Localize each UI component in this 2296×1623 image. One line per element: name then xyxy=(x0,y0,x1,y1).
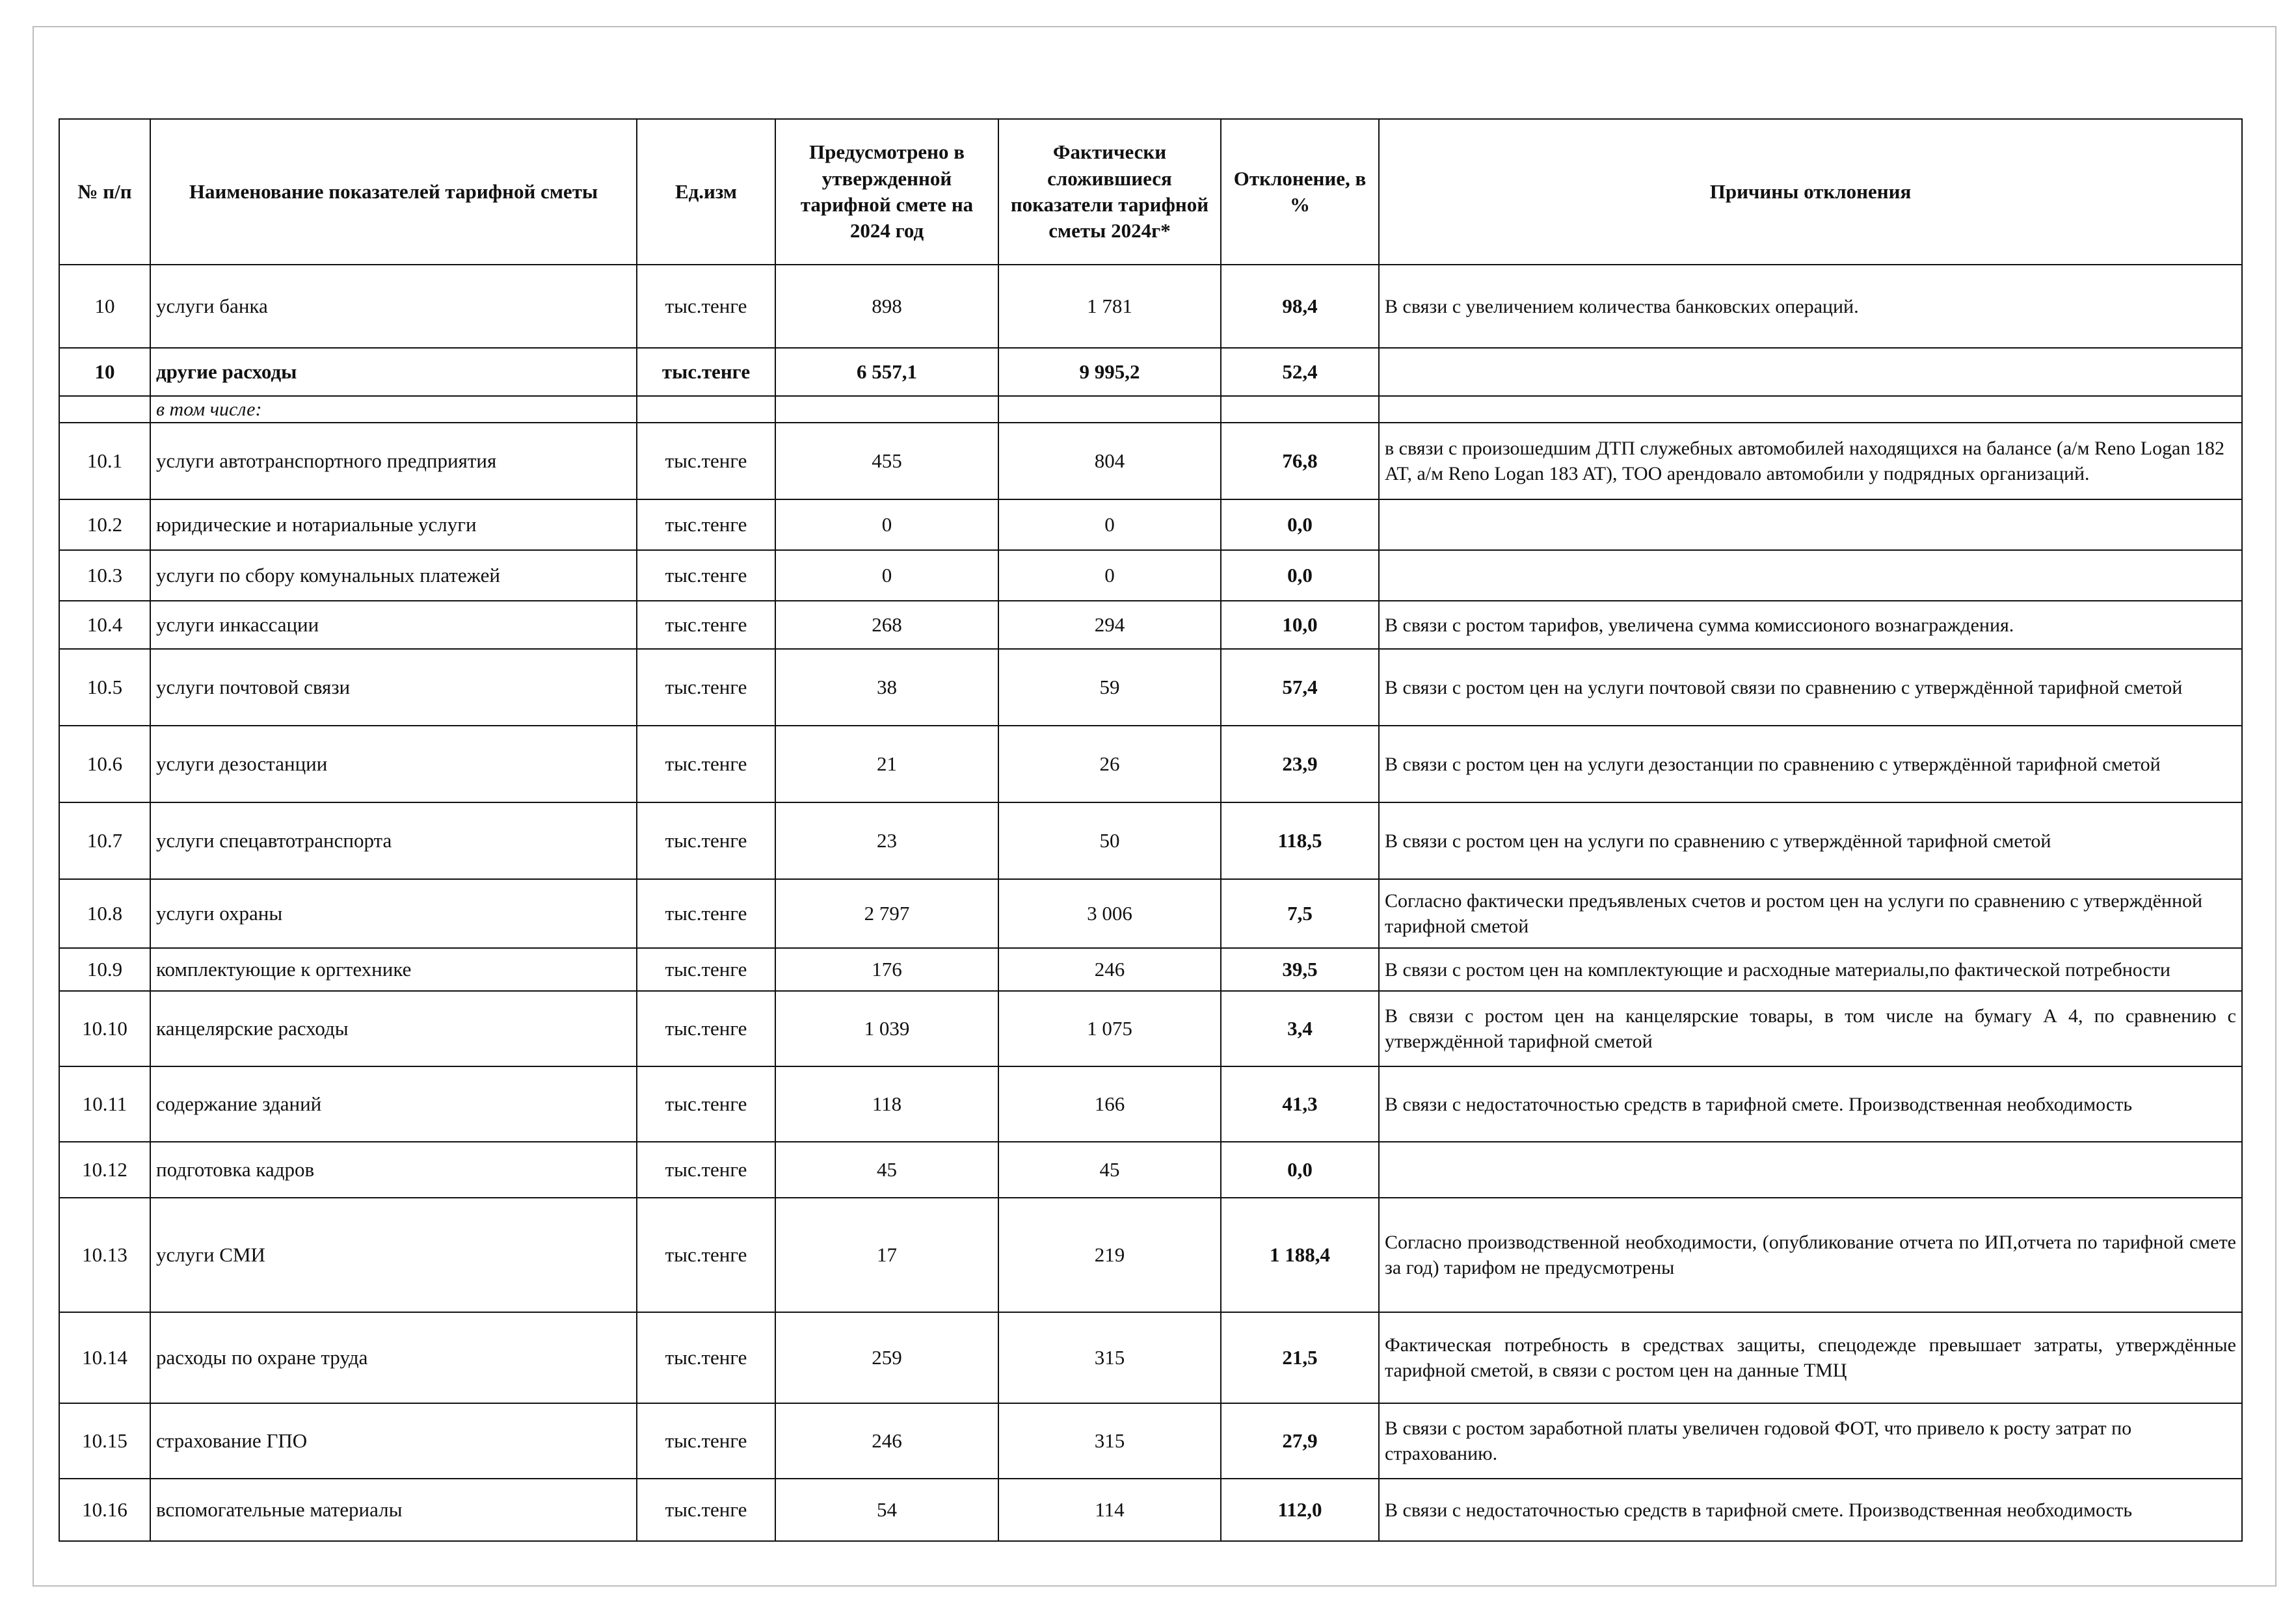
cell-name: вспомогательные материалы xyxy=(150,1479,637,1541)
table-row xyxy=(59,499,2242,550)
cell-num: 10.8 xyxy=(59,879,150,948)
cell-deviation: 7,5 xyxy=(1221,879,1379,948)
cell-num: 10.3 xyxy=(59,550,150,601)
cell-unit: тыс.тенге xyxy=(637,423,775,499)
cell-num: 10.5 xyxy=(59,649,150,726)
table-row xyxy=(59,1403,2242,1479)
header-name: Наименование показателей тарифной сметы xyxy=(150,119,637,265)
cell-reason xyxy=(1379,499,2242,550)
cell-actual: 166 xyxy=(998,1066,1221,1142)
cell-actual: 246 xyxy=(998,948,1221,991)
cell-num: 10.11 xyxy=(59,1066,150,1142)
cell-actual: 114 xyxy=(998,1479,1221,1541)
cell-deviation: 23,9 xyxy=(1221,726,1379,802)
cell-unit: тыс.тенге xyxy=(637,1403,775,1479)
header-actual: Фактически сложившиеся показатели тарифной сметы 2024г* xyxy=(998,119,1221,265)
table-row xyxy=(59,550,2242,601)
cell-num: 10.10 xyxy=(59,991,150,1066)
cell-reason: Согласно производственной необходимости, (опубликование отчета по ИП,отчета по тарифной смете за год) тарифом не предусмотрены xyxy=(1379,1198,2242,1312)
header-unit: Ед.изм xyxy=(637,119,775,265)
cell-planned: 54 xyxy=(775,1479,998,1541)
cell-empty xyxy=(59,396,150,423)
cell-planned: 1 039 xyxy=(775,991,998,1066)
cell-planned: 268 xyxy=(775,601,998,649)
cell-name: услуги дезостанции xyxy=(150,726,637,802)
cell-planned: 45 xyxy=(775,1142,998,1198)
cell-actual: 26 xyxy=(998,726,1221,802)
cell-name: услуги почтовой связи xyxy=(150,649,637,726)
cell-deviation: 39,5 xyxy=(1221,948,1379,991)
header-row xyxy=(59,119,2242,265)
cell-reason: в связи с произошедшим ДТП служебных автомобилей находящихся на балансе (а/м Reno Logan 182 AT, а/м Reno Logan 183 AT), ТОО арендовало автомобили у подрядных организаций. xyxy=(1379,423,2242,499)
table-row xyxy=(59,879,2242,948)
cell-name: расходы по охране труда xyxy=(150,1312,637,1403)
cell-actual: 315 xyxy=(998,1312,1221,1403)
cell-unit: тыс.тенге xyxy=(637,991,775,1066)
cell-reason: В связи с ростом цен на услуги по сравнению с утверждённой тарифной сметой xyxy=(1379,802,2242,879)
cell-num: 10.4 xyxy=(59,601,150,649)
cell-unit: тыс.тенге xyxy=(637,1479,775,1541)
cell-num: 10.2 xyxy=(59,499,150,550)
cell-actual: 59 xyxy=(998,649,1221,726)
cell-deviation: 21,5 xyxy=(1221,1312,1379,1403)
cell-deviation: 52,4 xyxy=(1221,348,1379,396)
table-row xyxy=(59,1312,2242,1403)
cell-planned: 259 xyxy=(775,1312,998,1403)
cell-planned: 118 xyxy=(775,1066,998,1142)
cell-unit: тыс.тенге xyxy=(637,1066,775,1142)
table-row xyxy=(59,726,2242,802)
cell-reason: В связи с ростом цен на канцелярские товары, в том числе на бумагу А 4, по сравнению с утверждённой тарифной сметой xyxy=(1379,991,2242,1066)
cell-unit: тыс.тенге xyxy=(637,601,775,649)
cell-empty xyxy=(1379,396,2242,423)
cell-deviation: 57,4 xyxy=(1221,649,1379,726)
cell-planned: 2 797 xyxy=(775,879,998,948)
cell-reason: Фактическая потребность в средствах защиты, спецодежде превышает затраты, утверждённые тарифной сметой, в связи с ростом цен на данные ТМЦ xyxy=(1379,1312,2242,1403)
cell-name: услуги СМИ xyxy=(150,1198,637,1312)
cell-actual: 0 xyxy=(998,550,1221,601)
cell-deviation: 41,3 xyxy=(1221,1066,1379,1142)
cell-actual: 50 xyxy=(998,802,1221,879)
cell-name: канцелярские расходы xyxy=(150,991,637,1066)
cell-name: услуги охраны xyxy=(150,879,637,948)
tariff-estimate-table xyxy=(59,118,2243,1542)
cell-actual: 294 xyxy=(998,601,1221,649)
cell-num: 10.15 xyxy=(59,1403,150,1479)
cell-actual: 45 xyxy=(998,1142,1221,1198)
cell-reason: В связи с ростом заработной платы увеличен годовой ФОТ, что привело к росту затрат по страхованию. xyxy=(1379,1403,2242,1479)
cell-deviation: 98,4 xyxy=(1221,265,1379,348)
cell-name: услуги по сбору комунальных платежей xyxy=(150,550,637,601)
cell-planned: 0 xyxy=(775,499,998,550)
cell-empty xyxy=(637,396,775,423)
cell-name: услуги автотранспортного предприятия xyxy=(150,423,637,499)
cell-planned: 17 xyxy=(775,1198,998,1312)
cell-unit: тыс.тенге xyxy=(637,879,775,948)
cell-unit: тыс.тенге xyxy=(637,1312,775,1403)
cell-num: 10.7 xyxy=(59,802,150,879)
table-row xyxy=(59,1142,2242,1198)
cell-num: 10.1 xyxy=(59,423,150,499)
table-row xyxy=(59,601,2242,649)
header-deviation: Отклонение, в % xyxy=(1221,119,1379,265)
header-planned: Предусмотрено в утвержденной тарифной смете на 2024 год xyxy=(775,119,998,265)
cell-num: 10 xyxy=(59,348,150,396)
cell-actual: 0 xyxy=(998,499,1221,550)
cell-reason xyxy=(1379,1142,2242,1198)
cell-unit: тыс.тенге xyxy=(637,726,775,802)
cell-unit: тыс.тенге xyxy=(637,1198,775,1312)
cell-actual: 1 075 xyxy=(998,991,1221,1066)
cell-deviation: 0,0 xyxy=(1221,1142,1379,1198)
cell-name: содержание зданий xyxy=(150,1066,637,1142)
cell-unit: тыс.тенге xyxy=(637,348,775,396)
cell-reason: Согласно фактически предъявленых счетов и ростом цен на услуги по сравнению с утверждённой тарифной сметой xyxy=(1379,879,2242,948)
header-num: № п/п xyxy=(59,119,150,265)
cell-planned: 38 xyxy=(775,649,998,726)
table-row-subheading xyxy=(59,396,2242,423)
cell-planned: 898 xyxy=(775,265,998,348)
cell-name: подготовка кадров xyxy=(150,1142,637,1198)
cell-name: другие расходы xyxy=(150,348,637,396)
cell-deviation: 1 188,4 xyxy=(1221,1198,1379,1312)
cell-unit: тыс.тенге xyxy=(637,499,775,550)
cell-planned: 21 xyxy=(775,726,998,802)
detail-rows xyxy=(59,423,2242,1541)
table-row xyxy=(59,991,2242,1066)
cell-empty xyxy=(775,396,998,423)
table-row xyxy=(59,1198,2242,1312)
cell-num: 10 xyxy=(59,265,150,348)
cell-unit: тыс.тенге xyxy=(637,802,775,879)
cell-reason xyxy=(1379,348,2242,396)
cell-actual: 315 xyxy=(998,1403,1221,1479)
cell-reason: В связи с ростом цен на услуги дезостанции по сравнению с утверждённой тарифной сметой xyxy=(1379,726,2242,802)
cell-reason: В связи с ростом цен на услуги почтовой связи по сравнению с утверждённой тарифной сметой xyxy=(1379,649,2242,726)
cell-planned: 23 xyxy=(775,802,998,879)
cell-unit: тыс.тенге xyxy=(637,948,775,991)
cell-reason: В связи с ростом тарифов, увеличена сумма комиссионого вознаграждения. xyxy=(1379,601,2242,649)
cell-deviation: 118,5 xyxy=(1221,802,1379,879)
cell-planned: 176 xyxy=(775,948,998,991)
header-reason: Причины отклонения xyxy=(1379,119,2242,265)
cell-name: страхование ГПО xyxy=(150,1403,637,1479)
cell-name: услуги инкассации xyxy=(150,601,637,649)
cell-num: 10.6 xyxy=(59,726,150,802)
table-row xyxy=(59,1479,2242,1541)
cell-planned: 246 xyxy=(775,1403,998,1479)
cell-name: комплектующие к оргтехнике xyxy=(150,948,637,991)
table-row xyxy=(59,423,2242,499)
cell-num: 10.13 xyxy=(59,1198,150,1312)
cell-reason: В связи с ростом цен на комплектующие и расходные материалы,по фактической потребности xyxy=(1379,948,2242,991)
cell-empty xyxy=(998,396,1221,423)
table-row xyxy=(59,1066,2242,1142)
cell-num: 10.14 xyxy=(59,1312,150,1403)
subheading-label: в том числе: xyxy=(150,396,637,423)
cell-deviation: 0,0 xyxy=(1221,499,1379,550)
cell-num: 10.9 xyxy=(59,948,150,991)
cell-num: 10.12 xyxy=(59,1142,150,1198)
cell-deviation: 112,0 xyxy=(1221,1479,1379,1541)
table-row xyxy=(59,802,2242,879)
table-row xyxy=(59,649,2242,726)
cell-reason xyxy=(1379,550,2242,601)
cell-unit: тыс.тенге xyxy=(637,649,775,726)
cell-empty xyxy=(1221,396,1379,423)
table-row-other-expenses xyxy=(59,348,2242,396)
cell-actual: 804 xyxy=(998,423,1221,499)
cell-actual: 9 995,2 xyxy=(998,348,1221,396)
cell-name: услуги спецавтотранспорта xyxy=(150,802,637,879)
cell-deviation: 27,9 xyxy=(1221,1403,1379,1479)
table-row-bank xyxy=(59,265,2242,348)
cell-num: 10.16 xyxy=(59,1479,150,1541)
cell-name: услуги банка xyxy=(150,265,637,348)
cell-planned: 0 xyxy=(775,550,998,601)
cell-name: юридические и нотариальные услуги xyxy=(150,499,637,550)
cell-reason: В связи с увеличением количества банковских операций. xyxy=(1379,265,2242,348)
cell-reason: В связи с недостаточностью средств в тарифной смете. Производственная необходимость xyxy=(1379,1479,2242,1541)
table-row xyxy=(59,948,2242,991)
cell-deviation: 10,0 xyxy=(1221,601,1379,649)
cell-planned: 455 xyxy=(775,423,998,499)
cell-deviation: 76,8 xyxy=(1221,423,1379,499)
cell-unit: тыс.тенге xyxy=(637,550,775,601)
cell-deviation: 0,0 xyxy=(1221,550,1379,601)
cell-unit: тыс.тенге xyxy=(637,265,775,348)
cell-actual: 219 xyxy=(998,1198,1221,1312)
cell-planned: 6 557,1 xyxy=(775,348,998,396)
cell-deviation: 3,4 xyxy=(1221,991,1379,1066)
cell-actual: 1 781 xyxy=(998,265,1221,348)
cell-reason: В связи с недостаточностью средств в тарифной смете. Производственная необходимость xyxy=(1379,1066,2242,1142)
cell-actual: 3 006 xyxy=(998,879,1221,948)
cell-unit: тыс.тенге xyxy=(637,1142,775,1198)
